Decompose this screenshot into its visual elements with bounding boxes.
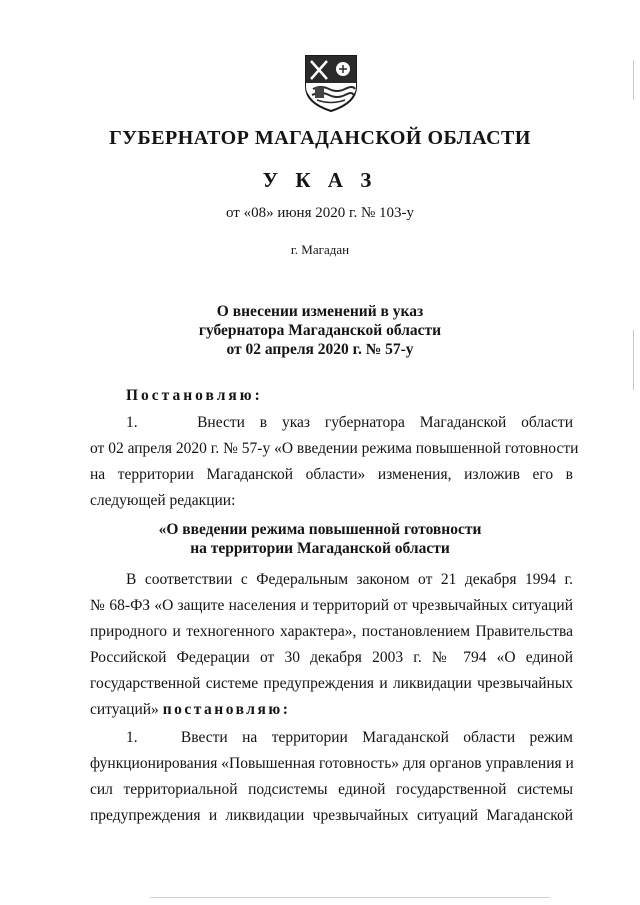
scan-edge-mark [633,330,634,390]
paragraph-line: предупреждения и ликвидации чрезвычайных ситуаций Магаданской [90,807,573,824]
paragraph-line: государственной системе предупреждения и ликвидации чрезвычайных [90,675,573,692]
paragraph-text: ситуаций» [90,701,159,718]
document-city: г. Магадан [290,242,350,257]
decree-word: Постановляю: [126,387,263,404]
subtitle-line: на территории Магаданской области [190,540,450,557]
document-title [0,302,640,359]
paragraph-line: природного и техногенного характера», постановлением Правительства [90,623,573,640]
document-type: У К А З [262,168,378,192]
paragraph-line: от 02 апреля 2020 г. № 57-у «О введении режима повышенной готовности [90,440,579,457]
title-line: губернатора Магаданской области [198,322,442,339]
paragraph-line: сил территориальной подсистемы единой государственной системы [90,781,573,798]
document-date-number: от «08» июня 2020 г. № 103-у [225,205,415,221]
paragraph-line: Российской Федерации от 30 декабря 2003 г. № 794 «О единой [90,649,573,666]
paragraph-line: В соответствии с Федеральным законом от 21 декабря 1994 г. [126,571,573,588]
issuing-authority: ГУБЕРНАТОР МАГАДАНСКОЙ ОБЛАСТИ [109,127,531,149]
paragraph-line: следующей редакции: [90,492,236,509]
scan-bottom-line [150,897,550,898]
paragraph-line: на территории Магаданской области» изменения, изложив его в [90,466,573,483]
paragraph-line: 1. Внести в указ губернатора Магаданской области [126,414,573,431]
paragraph-line: 1. Ввести на территории Магаданской области режим [126,729,573,746]
paragraph-line [90,698,573,722]
coat-of-arms-icon [303,53,359,113]
scan-edge-mark [633,60,634,100]
paragraph-line: функционирования «Повышенная готовность» для органов управления и [90,755,574,772]
subtitle-line: «О введении режима повышенной готовности [158,521,482,538]
title-line: О внесении изменений в указ [216,303,424,320]
title-line: от 02 апреля 2020 г. № 57-у [226,341,414,358]
amended-title [0,520,640,558]
paragraph-line: № 68-ФЗ «О защите населения и территорий от чрезвычайных ситуаций [90,597,573,614]
decree-word-inline: постановляю: [162,701,291,718]
